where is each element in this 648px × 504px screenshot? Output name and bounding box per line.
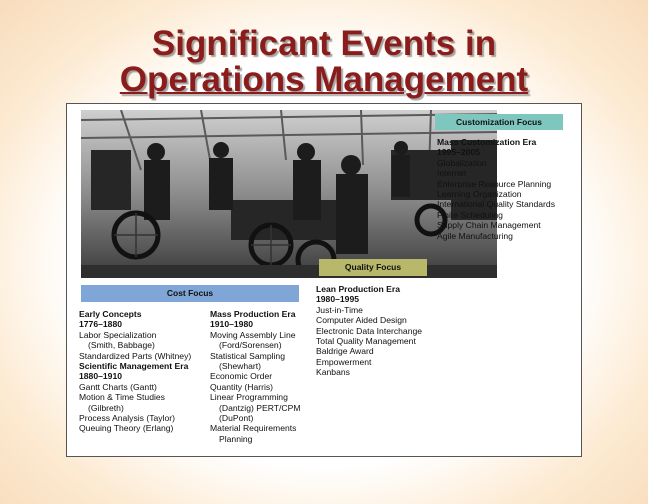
list-item: Globalization xyxy=(437,157,487,168)
era-heading: Mass Production Era xyxy=(210,309,296,319)
list-item: (Smith, Babbage) xyxy=(88,340,155,351)
list-item: Kanbans xyxy=(316,367,350,378)
early-concepts-items xyxy=(79,330,191,361)
list-item: Motion & Time Studies xyxy=(79,392,165,403)
list-item: Process Analysis (Taylor) xyxy=(79,413,175,424)
early-concepts-column xyxy=(79,309,191,434)
page-title-line1: Significant Events in xyxy=(151,24,497,63)
era-years: 1980–1995 xyxy=(316,294,360,305)
list-item: Quantity (Harris) xyxy=(210,381,274,392)
list-item: Baldrige Award xyxy=(316,346,374,357)
mass-customization-era xyxy=(437,137,555,241)
list-item: Planning xyxy=(219,433,253,444)
list-item: Learning Organization xyxy=(437,189,522,200)
era-years: 1880–1910 xyxy=(79,371,123,382)
page-title-line2 xyxy=(0,62,648,98)
list-item: Linear Programming xyxy=(210,392,288,403)
era-heading: Lean Production Era xyxy=(316,284,401,294)
era-years: 1910–1980 xyxy=(210,319,254,330)
list-item: Enterprise Resource Planning xyxy=(437,178,552,189)
assembly-line-photo-graphic xyxy=(81,110,497,278)
list-item: (Gilbreth) xyxy=(88,402,124,413)
mass-production-items xyxy=(210,330,301,444)
list-item: Queuing Theory (Erlang) xyxy=(79,423,174,434)
list-item: (DuPont) xyxy=(219,413,254,424)
era-years: 1995–2005 xyxy=(437,147,481,158)
list-item: Material Requirements xyxy=(210,423,297,434)
list-item: Supply Chain Management xyxy=(437,220,541,231)
lean-production-era xyxy=(316,284,422,378)
list-item: Labor Specialization xyxy=(79,329,157,340)
era-heading: Early Concepts xyxy=(79,309,142,319)
list-item: Computer Aided Design xyxy=(316,315,407,326)
mass-production-era xyxy=(210,309,301,444)
list-item: Moving Assembly Line xyxy=(210,329,296,340)
list-item: Internet xyxy=(437,168,467,179)
list-item: Statistical Sampling xyxy=(210,350,285,361)
list-item: Just-in-Time xyxy=(316,304,363,315)
list-item: Electronic Data Interchange xyxy=(316,325,423,336)
era-heading: Scientific Management Era xyxy=(79,361,189,372)
page-title-line2-text: Operations Management xyxy=(119,60,529,99)
quality-focus-bar: Quality Focus xyxy=(319,259,427,276)
customization-focus-bar: Customization Focus xyxy=(435,114,563,130)
list-item: Agile Manufacturing xyxy=(437,230,513,241)
list-item: (Dantzig) PERT/CPM xyxy=(219,402,301,413)
list-item: (Shewhart) xyxy=(219,361,262,372)
list-item: Total Quality Management xyxy=(316,336,416,347)
era-years: 1776–1880 xyxy=(79,319,123,330)
list-item: Finite Scheduling xyxy=(437,209,503,220)
list-item: Empowerment xyxy=(316,356,372,367)
list-item: International Quality Standards xyxy=(437,199,555,210)
scientific-era-items xyxy=(79,382,191,434)
list-item: Standardized Parts (Whitney) xyxy=(79,350,192,361)
list-item: (Ford/Sorensen) xyxy=(219,340,282,351)
list-item: Economic Order xyxy=(210,371,273,382)
era-heading: Mass Customization Era xyxy=(437,137,537,147)
assembly-line-photo xyxy=(81,110,497,278)
timeline-panel xyxy=(66,103,582,457)
cost-focus-bar: Cost Focus xyxy=(81,285,299,302)
list-item: Gantt Charts (Gantt) xyxy=(79,381,157,392)
